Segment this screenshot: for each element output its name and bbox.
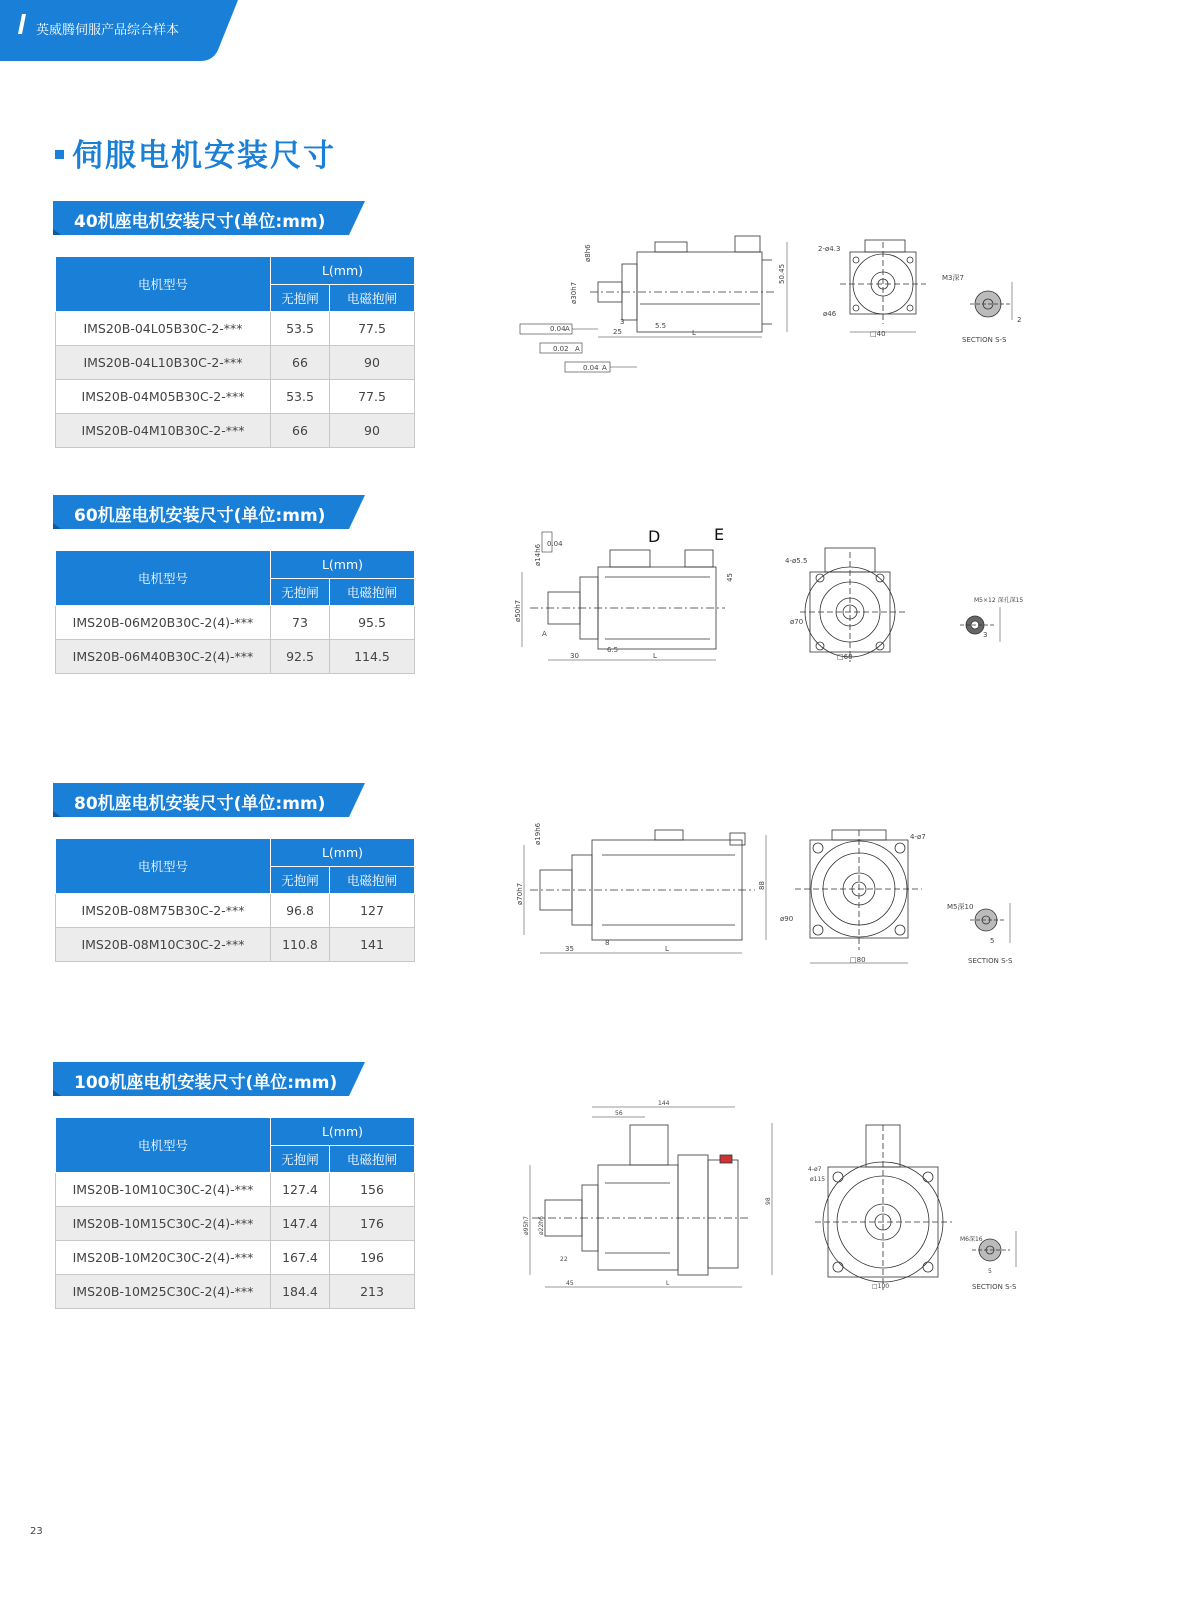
dim-length-40: L <box>692 329 696 337</box>
col-header-brake: 电磁抱闸 <box>330 285 415 312</box>
col-header-no-brake: 无抱闸 <box>271 867 330 894</box>
cell-model: IMS20B-08M10C30C-2-*** <box>56 928 271 962</box>
section-title-80: 80机座电机安装尺寸(单位:mm) <box>74 794 326 814</box>
dim-length-80: L <box>665 945 669 953</box>
spec-table-100 <box>55 1117 415 1309</box>
col-header-model: 电机型号 <box>56 257 271 312</box>
mark-d-60: D <box>648 527 661 546</box>
page-number: 23 <box>30 1526 43 1537</box>
dim-dia-40: ø46 <box>823 310 837 318</box>
dim-pilot-60: ø50h7 <box>514 599 522 622</box>
table-row <box>56 928 415 962</box>
dim-w2-80: 8 <box>605 939 610 947</box>
drawing-80-motor <box>510 815 1030 974</box>
section-label-80: SECTION S-S <box>968 957 1013 965</box>
col-header-brake: 电磁抱闸 <box>330 1146 415 1173</box>
dim-length-60: L <box>653 652 657 660</box>
cell-brake: 114.5 <box>330 640 415 674</box>
dim-sq-40: □40 <box>870 330 886 338</box>
dim-w1-80: 35 <box>565 945 574 953</box>
cell-no-brake: 147.4 <box>271 1207 330 1241</box>
dim-sq-100: □100 <box>872 1283 890 1290</box>
tol1-40: 0.04 <box>550 325 566 333</box>
dim-thread-100: M6深16 <box>960 1236 983 1243</box>
cell-model: IMS20B-10M10C30C-2(4)-*** <box>56 1173 271 1207</box>
dim-w1-60: 30 <box>570 652 579 660</box>
cell-model: IMS20B-10M20C30C-2(4)-*** <box>56 1241 271 1275</box>
spec-table-40 <box>55 256 415 448</box>
dim-w1-40: 25 <box>613 328 622 336</box>
cell-no-brake: 53.5 <box>271 312 330 346</box>
table-row <box>56 380 415 414</box>
dim-h-80: 88 <box>758 881 766 890</box>
dim-h-40: 50.45 <box>778 263 786 284</box>
drawing-100-motor <box>510 1095 1030 1299</box>
dim-key-60: 3 <box>983 631 988 639</box>
dim-h-60: 45 <box>726 573 734 582</box>
dim-w0-100: 56 <box>615 1110 623 1117</box>
datum-60: A <box>542 630 547 638</box>
tol3-40: 0.04 <box>583 364 599 372</box>
dim-holes-80: 4-ø7 <box>910 833 926 841</box>
cell-model: IMS20B-04L10B30C-2-*** <box>56 346 271 380</box>
table-row <box>56 1275 415 1309</box>
cell-model: IMS20B-08M75B30C-2-*** <box>56 894 271 928</box>
col-header-length: L(mm) <box>271 257 415 285</box>
cell-brake: 156 <box>330 1173 415 1207</box>
dim-shaft-80: ø19h6 <box>534 822 542 845</box>
table-row <box>56 346 415 380</box>
cell-no-brake: 66 <box>271 414 330 448</box>
dim-thread-40: M3深7 <box>942 274 964 282</box>
header-title: 英威腾伺服产品综合样本 <box>36 23 180 38</box>
dim-shaft-100: ø22h6 <box>538 1216 545 1235</box>
dim-w2-100: 22 <box>560 1256 568 1263</box>
cell-brake: 77.5 <box>330 312 415 346</box>
dim-keyw-40: 3 <box>620 318 625 326</box>
datum2-40: A <box>575 345 580 353</box>
col-header-model: 电机型号 <box>56 1118 271 1173</box>
cell-no-brake: 167.4 <box>271 1241 330 1275</box>
cell-brake: 127 <box>330 894 415 928</box>
datum1-40: A <box>565 325 570 333</box>
col-header-length: L(mm) <box>271 839 415 867</box>
cell-no-brake: 73 <box>271 606 330 640</box>
cell-no-brake: 96.8 <box>271 894 330 928</box>
dim-shaft-40: ø8h6 <box>584 244 592 262</box>
cell-model: IMS20B-04M10B30C-2-*** <box>56 414 271 448</box>
col-header-brake: 电磁抱闸 <box>330 579 415 606</box>
cell-no-brake: 184.4 <box>271 1275 330 1309</box>
dim-dia-60: ø70 <box>790 618 804 626</box>
col-header-model: 电机型号 <box>56 839 271 894</box>
cell-no-brake: 53.5 <box>271 380 330 414</box>
table-row <box>56 640 415 674</box>
table-row <box>56 1207 415 1241</box>
col-header-length: L(mm) <box>271 1118 415 1146</box>
dim-w2-40: 5.5 <box>655 322 667 330</box>
spec-table-60 <box>55 550 415 674</box>
tol-60: 0.04 <box>547 540 563 548</box>
col-header-no-brake: 无抱闸 <box>271 579 330 606</box>
section-title-100: 100机座电机安装尺寸(单位:mm) <box>74 1073 338 1093</box>
cell-model: IMS20B-10M25C30C-2(4)-*** <box>56 1275 271 1309</box>
dim-pilot-100: ø95h7 <box>523 1216 530 1235</box>
cell-no-brake: 66 <box>271 346 330 380</box>
col-header-model: 电机型号 <box>56 551 271 606</box>
cell-model: IMS20B-06M40B30C-2(4)-*** <box>56 640 271 674</box>
table-row <box>56 414 415 448</box>
dim-thread-80: M5深10 <box>947 903 974 911</box>
dim-holes-60: 4-ø5.5 <box>785 557 808 565</box>
cell-model: IMS20B-06M20B30C-2(4)-*** <box>56 606 271 640</box>
cell-brake: 77.5 <box>330 380 415 414</box>
table-row <box>56 606 415 640</box>
table-row <box>56 894 415 928</box>
cell-model: IMS20B-04M05B30C-2-*** <box>56 380 271 414</box>
col-header-no-brake: 无抱闸 <box>271 1146 330 1173</box>
section-title-40: 40机座电机安装尺寸(单位:mm) <box>74 212 326 232</box>
cell-brake: 176 <box>330 1207 415 1241</box>
drawing-40-motor <box>510 222 1030 386</box>
dim-pilot-40: ø30h7 <box>570 281 578 304</box>
cell-brake: 90 <box>330 414 415 448</box>
cell-brake: 196 <box>330 1241 415 1275</box>
dim-shaft-60: ø14h6 <box>534 543 542 566</box>
dim-holes-40: 2-ø4.3 <box>818 245 841 253</box>
dim-w1-100: 45 <box>566 1280 574 1287</box>
table-row <box>56 312 415 346</box>
cell-model: IMS20B-10M15C30C-2(4)-*** <box>56 1207 271 1241</box>
cell-no-brake: 127.4 <box>271 1173 330 1207</box>
cell-brake: 90 <box>330 346 415 380</box>
dim-length-100: L <box>666 1280 670 1287</box>
dim-sq-60: □60 <box>837 653 853 661</box>
tol2-40: 0.02 <box>553 345 569 353</box>
dim-thread-60: M5×12 深孔深15 <box>974 597 1024 604</box>
page-title <box>55 130 336 174</box>
datum3-40: A <box>602 364 607 372</box>
col-header-length: L(mm) <box>271 551 415 579</box>
dim-key-100: 5 <box>988 1268 992 1275</box>
page-title-text: 伺服电机安装尺寸 <box>72 137 336 174</box>
dim-holes-100: 4-ø7 <box>808 1166 822 1173</box>
header-tab <box>0 0 240 61</box>
dim-sq-80: □80 <box>850 956 866 964</box>
drawing-60-motor <box>510 522 1030 676</box>
col-header-brake: 电磁抱闸 <box>330 867 415 894</box>
mark-e-60: E <box>714 525 725 544</box>
dim-pilot-80: ø70h7 <box>516 882 524 905</box>
cell-brake: 213 <box>330 1275 415 1309</box>
dim-h-100: 98 <box>765 1197 772 1205</box>
dim-key-80: 5 <box>990 937 995 945</box>
col-header-no-brake: 无抱闸 <box>271 285 330 312</box>
cell-no-brake: 110.8 <box>271 928 330 962</box>
dim-key-40: 2 <box>1017 316 1022 324</box>
section-title-60: 60机座电机安装尺寸(单位:mm) <box>74 506 326 526</box>
dim-w2-60: 6.5 <box>607 646 619 654</box>
title-bullet-icon <box>55 150 64 159</box>
cell-brake: 95.5 <box>330 606 415 640</box>
dim-top-100: 144 <box>658 1100 670 1107</box>
section-label-100: SECTION S-S <box>972 1283 1017 1291</box>
dim-dia-80: ø90 <box>780 915 794 923</box>
section-label-40: SECTION S-S <box>962 336 1007 344</box>
dim-dia-100: ø115 <box>810 1176 826 1183</box>
cell-brake: 141 <box>330 928 415 962</box>
table-row <box>56 1173 415 1207</box>
spec-table-80 <box>55 838 415 962</box>
cell-no-brake: 92.5 <box>271 640 330 674</box>
table-row <box>56 1241 415 1275</box>
cell-model: IMS20B-04L05B30C-2-*** <box>56 312 271 346</box>
